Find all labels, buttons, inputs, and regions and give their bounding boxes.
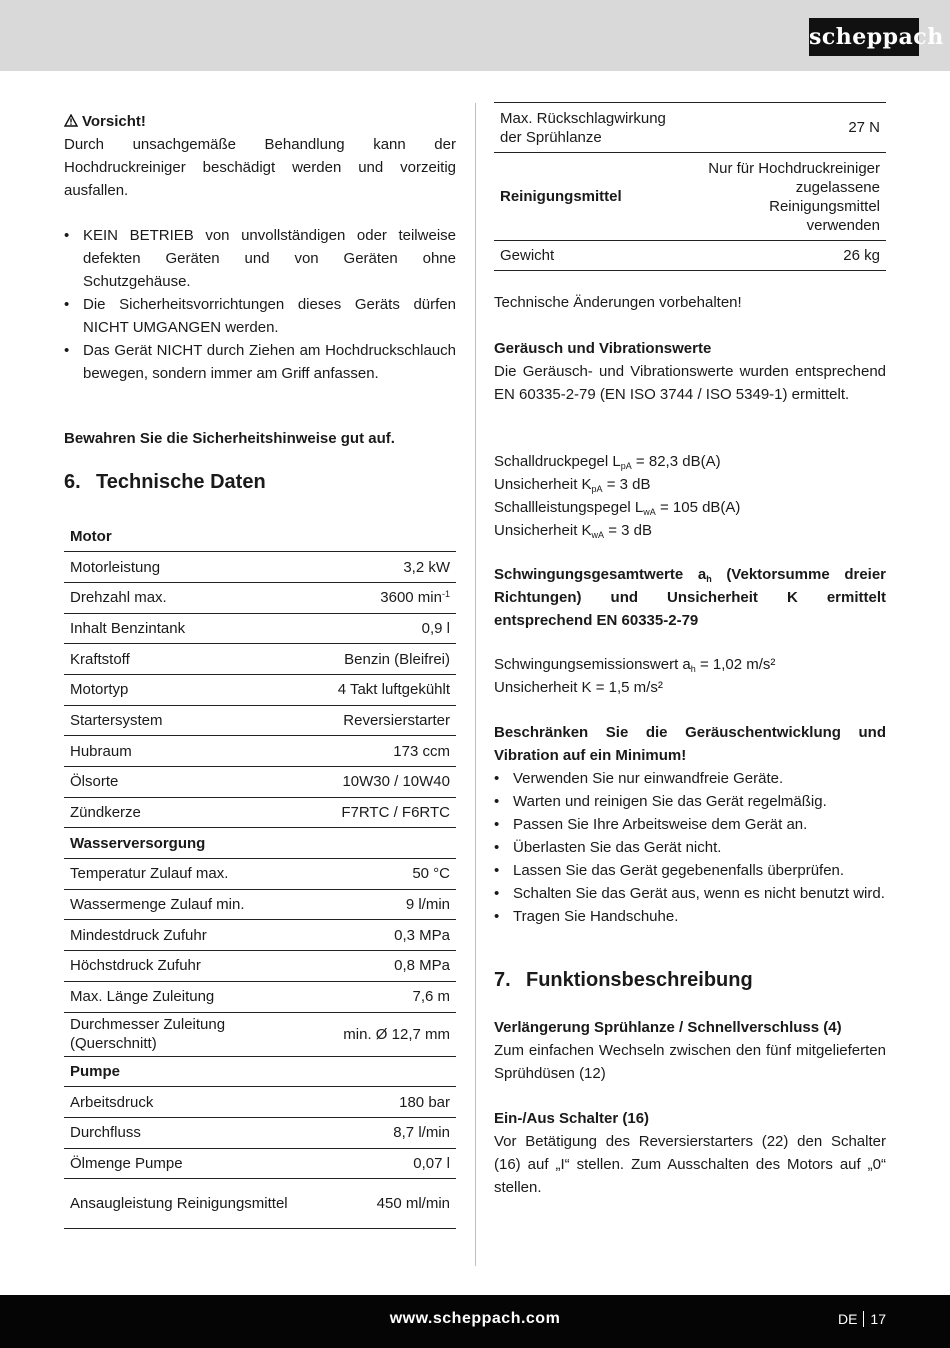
list-item: • Das Gerät NICHT durch Ziehen am Hochdruckschlauch bewegen, sondern immer am Griff anfassen. [64,339,456,385]
spec-value [304,1087,456,1118]
spec-label: Motorleistung [64,552,304,583]
spec-value-text: F7RTC / F6RTC [341,804,450,822]
table-row [64,613,456,644]
table-section-row [64,521,456,552]
brand-logo: scheppach [809,18,919,56]
spec-label: Inhalt Benzintank [64,613,304,644]
noise-value-line [494,496,886,519]
list-item: • Warten und reinigen Sie das Gerät regelmäßig. [494,790,886,813]
spec-label: Arbeitsdruck [64,1087,304,1118]
table-section-heading: Motor [64,521,456,552]
superscript: -1 [441,589,450,600]
table-row [494,241,886,271]
technical-data-table-continued [494,102,886,271]
caution-list [64,224,456,385]
table-row [64,797,456,828]
table-row [64,1012,456,1056]
spec-value [304,889,456,920]
spec-value [304,705,456,736]
value-text: = 82,3 dB(A) [631,453,721,470]
warning-triangle-icon [64,114,78,127]
page-header [0,0,950,71]
spec-value [304,981,456,1012]
technical-data-table [64,521,456,1229]
caution-text: Durch unsachgemäße Behandlung kann der Hochdruckreiniger beschädigt werden und vorzeitig ausfallen. [64,136,456,199]
spec-value-text: 0,07 l [413,1154,450,1172]
spec-label: Hubraum [64,736,304,767]
extension-heading: Verlängerung Sprühlanze / Schnellverschluss (4) [494,1019,842,1036]
caution-block [64,110,456,202]
spec-label: Mindestdruck Zufuhr [64,920,304,951]
column-divider [475,103,476,1266]
limit-heading: Beschränken Sie die Geräuschentwicklung und Vibration auf ein Minimum! [494,724,886,764]
spec-value: Nur für Hochdruckreiniger zugelassene Reinigungsmittel verwenden [694,153,886,241]
subscript: pA [620,461,632,471]
spec-label: Max. Länge Zuleitung [64,981,304,1012]
spec-value [304,797,456,828]
table-row [64,736,456,767]
subscript: wA [643,507,656,517]
table-row [64,705,456,736]
spec-value-text: 450 ml/min [376,1195,450,1213]
value-text: Unsicherheit K [494,476,592,493]
value-text: = 3 dB [602,476,651,493]
spec-value-text: 9 l/min [405,896,450,914]
table-row [64,767,456,798]
spec-value: 27 N [694,103,886,153]
spec-value: 26 kg [694,241,886,271]
spec-value-text: 0,3 MPa [394,926,450,944]
spec-value [304,674,456,705]
page-indicator [838,1311,886,1327]
table-row [64,1148,456,1179]
extension-block [494,1016,886,1085]
section-number: 6. [64,471,81,493]
vibration-uncertainty: Unsicherheit K = 1,5 m/s² [494,679,663,696]
spec-label: Höchstdruck Zufuhr [64,951,304,982]
spec-value [304,859,456,890]
spec-label: Gewicht [494,241,694,271]
page-number: 17 [870,1311,886,1327]
list-item: • Schalten Sie das Gerät aus, wenn es nicht benutzt wird. [494,882,886,905]
noise-text: Die Geräusch- und Vibrationswerte wurden entsprechend EN 60335-2-79 (EN ISO 3744 / ISO 5349-1) ermittelt. [494,363,886,403]
value-text: = 3 dB [604,522,653,539]
vibration-heading-text: Schwingungsgesamtwerte a [494,566,707,583]
spec-label: Drehzahl max. [64,582,304,613]
spec-value [304,613,456,644]
caution-title-text: Vorsicht! [82,113,146,130]
table-row [64,951,456,982]
table-row [64,674,456,705]
spec-value [304,1012,456,1056]
value-text: = 105 dB(A) [655,499,741,516]
table-row [64,859,456,890]
spec-label: Temperatur Zulauf max. [64,859,304,890]
spec-value [304,920,456,951]
table-row [494,153,886,241]
noise-block [494,337,886,406]
spec-label: Wassermenge Zulauf min. [64,889,304,920]
spec-value [304,644,456,675]
spec-value-text: 8,7 l/min [393,1124,450,1142]
table-section-heading: Pumpe [64,1056,456,1087]
spec-value [304,1179,456,1229]
subscript: h [706,574,712,584]
spec-value-text: Reversierstarter [343,711,450,729]
limit-list [494,767,886,928]
spec-label: Ölsorte [64,767,304,798]
spec-value-text: 180 bar [399,1093,450,1111]
table-row [64,981,456,1012]
changes-note: Technische Änderungen vorbehalten! [494,294,742,311]
table-row [64,920,456,951]
list-item: • Die Sicherheitsvorrichtungen dieses Geräts dürfen NICHT UMGANGEN werden. [64,293,456,339]
table-row [64,582,456,613]
spec-label: Startersystem [64,705,304,736]
noise-value-line [494,473,886,496]
switch-block [494,1107,886,1199]
spec-value-text: 50 °C [412,865,450,883]
table-section-heading: Wasserversorgung [64,828,456,859]
spec-value-text: 7,6 m [412,988,450,1006]
value-text: Schalldruckpegel L [494,453,621,470]
list-item: • Verwenden Sie nur einwandfreie Geräte. [494,767,886,790]
vibration-emission-value [494,653,886,676]
list-item: • Passen Sie Ihre Arbeitsweise dem Gerät an. [494,813,886,836]
list-item: • Tragen Sie Handschuhe. [494,905,886,928]
table-row [64,1087,456,1118]
value-text: Unsicherheit K [494,522,592,539]
spec-label: Durchmesser Zuleitung (Querschnitt) [64,1012,304,1056]
subscript: wA [591,530,605,540]
spec-label: Zündkerze [64,797,304,828]
section-title: Funktionsbeschreibung [526,969,753,991]
spec-value [304,767,456,798]
noise-value-line [494,519,886,542]
spec-label: Max. Rückschlagwirkung der Sprühlanze [494,103,694,153]
spec-value-text: Benzin (Bleifrei) [344,650,450,668]
caution-title [64,110,456,133]
website-link[interactable]: www.scheppach.com [389,1310,561,1327]
spec-value-text: 4 Takt luftgekühlt [337,681,450,699]
spec-value [304,1148,456,1179]
spec-label: Kraftstoff [64,644,304,675]
spec-value-text: 3,2 kW [403,558,450,576]
table-row [64,644,456,675]
section-title: Technische Daten [96,471,266,493]
spec-label: Durchfluss [64,1117,304,1148]
table-row [64,1117,456,1148]
spec-value-text: 3600 min [380,589,442,607]
section-number: 7. [494,969,511,991]
table-row [64,552,456,583]
table-section-row [64,828,456,859]
table-row [64,1179,456,1229]
spec-label: Ölmenge Pumpe [64,1148,304,1179]
table-row [64,889,456,920]
spec-value [304,736,456,767]
vibration-values [494,653,886,699]
keep-instructions-note: Bewahren Sie die Sicherheitshinweise gut auf. [64,430,395,447]
value-text: Schwingungsemissionswert a [494,656,691,673]
noise-values [494,450,886,542]
section-heading-6 [64,469,266,495]
spec-value-text: 173 ccm [393,742,450,760]
page-footer [0,1295,950,1348]
spec-value-text: 0,8 MPa [394,957,450,975]
extension-text: Zum einfachen Wechseln zwischen den fünf mitgelieferten Sprühdüsen (12) [494,1042,886,1082]
list-item: • KEIN BETRIEB von unvollständigen oder teilweise defekten Geräten und von Geräten ohne Schutzgehäuse. [64,224,456,293]
spec-value-text: min. Ø 12,7 mm [343,1025,450,1043]
switch-heading: Ein-/Aus Schalter (16) [494,1110,650,1127]
list-item: • Überlasten Sie das Gerät nicht. [494,836,886,859]
list-item: • Lassen Sie das Gerät gegebenenfalls überprüfen. [494,859,886,882]
spec-value [304,1117,456,1148]
separator [863,1311,864,1327]
spec-label: Ansaugleistung Reinigungsmittel [64,1179,304,1229]
spec-label: Motortyp [64,674,304,705]
noise-heading: Geräusch und Vibrationswerte [494,340,712,357]
table-section-row [64,1056,456,1087]
table-row [494,103,886,153]
section-heading-7 [494,967,753,993]
spec-value [304,552,456,583]
spec-label: Reinigungsmittel [494,153,694,241]
subscript: pA [591,484,603,494]
subscript: h [690,664,696,674]
spec-value [304,582,456,613]
noise-value-line [494,450,886,473]
vibration-heading-text: (Vektorsumme dreier Richtungen) und Unsicherheit K ermittelt entsprechend EN 60335-2-79 [494,566,887,629]
language-code: DE [837,1311,858,1327]
spec-value [304,951,456,982]
value-text: = 1,02 m/s² [695,656,776,673]
spec-value-text: 10W30 / 10W40 [342,773,450,791]
vibration-heading [494,563,886,632]
spec-value-text: 0,9 l [421,619,450,637]
value-text: Schallleistungspegel L [494,499,644,516]
switch-text: Vor Betätigung des Reversierstarters (22) den Schalter (16) auf „I“ stellen. Zum Ausschalten des Motors auf „0“ stellen. [494,1133,886,1196]
